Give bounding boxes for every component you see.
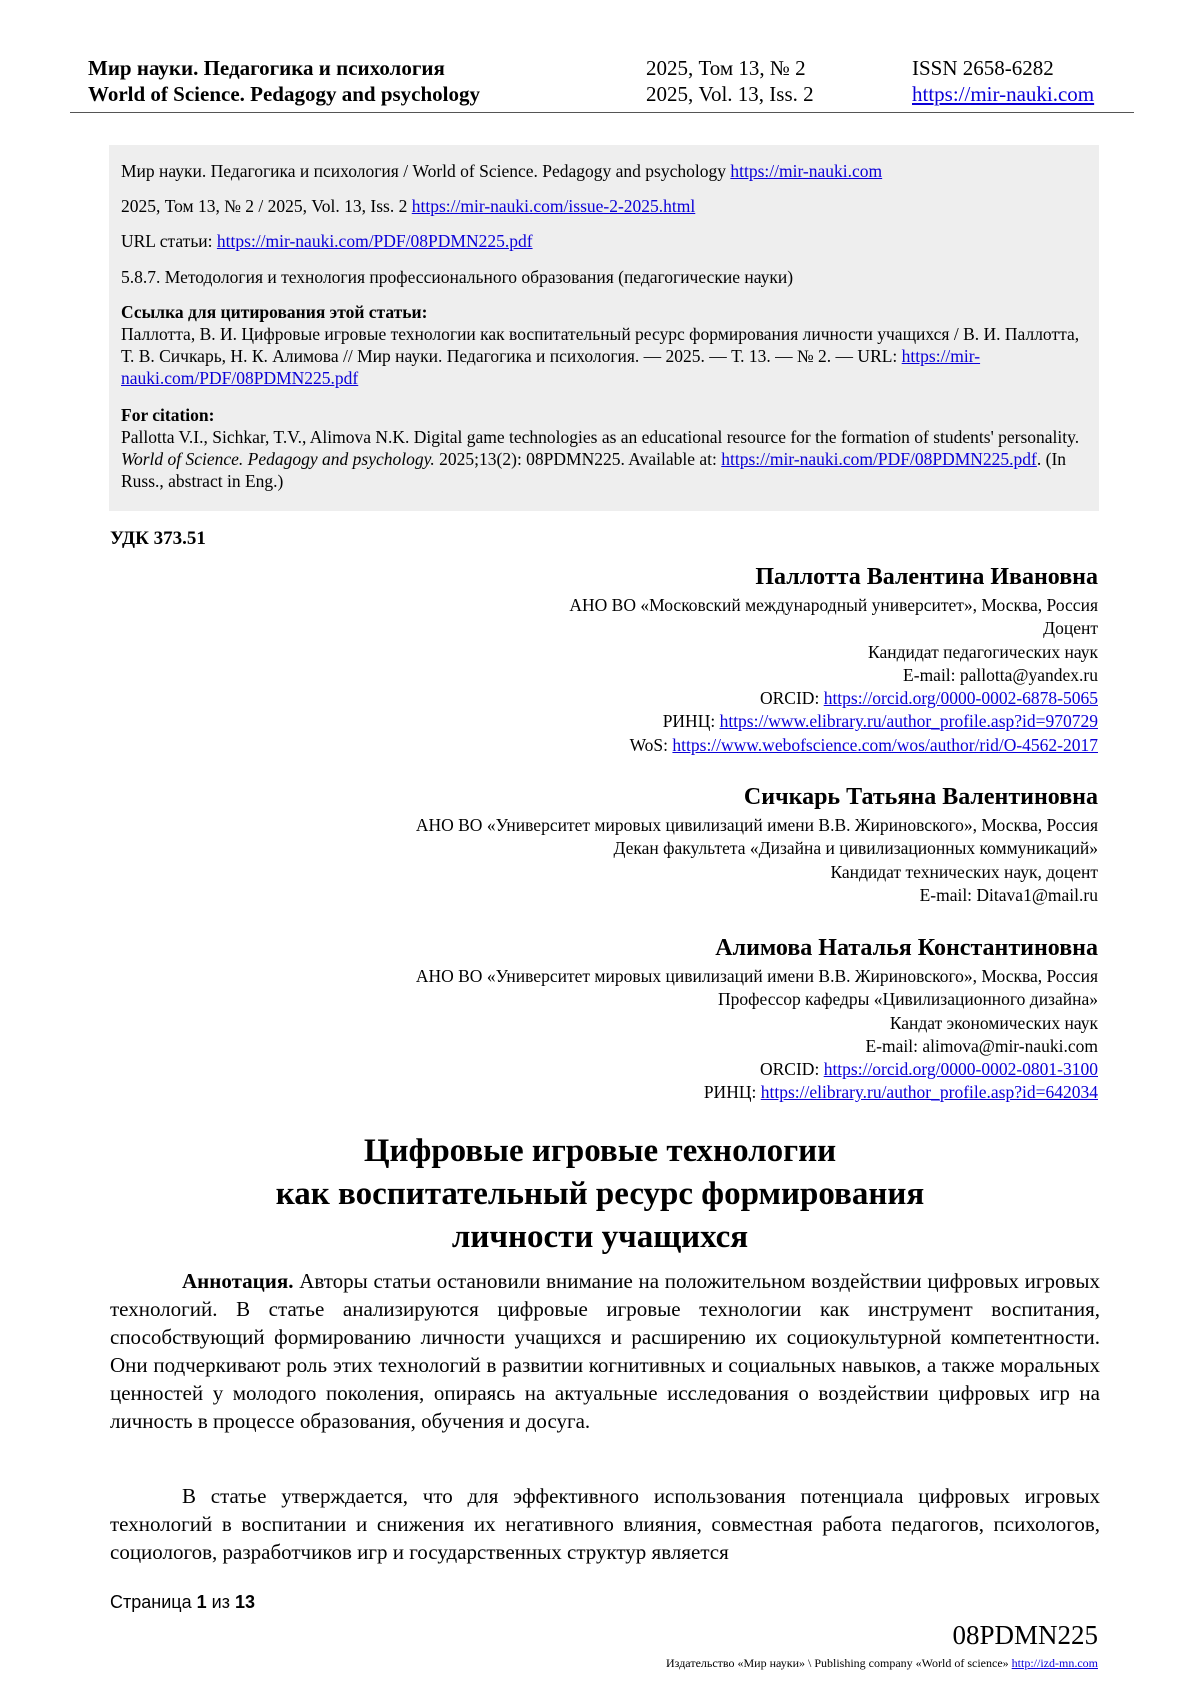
author-degree: Кандидат технических наук, доцент [830, 861, 1098, 882]
issue-ru: 2025, Том 13, № 2 [646, 56, 806, 80]
orcid-link[interactable]: https://orcid.org/0000-0002-0801-3100 [823, 1059, 1098, 1080]
author-block [416, 782, 1098, 907]
author-degree: Кандат экономических наук [889, 1012, 1098, 1033]
citation-ru-link[interactable]: https://mir-nauki.com/PDF/08PDMN225.pdf [121, 346, 981, 388]
specialty: 5.8.7. Методология и технология профессионального образования (педагогические науки) [121, 267, 794, 287]
journal-title-ru: Мир науки. Педагогика и психология [88, 56, 445, 80]
issue-link[interactable]: https://mir-nauki.com/issue-2-2025.html [411, 196, 696, 216]
wos-link[interactable]: https://www.webofscience.com/wos/author/rid/O-4562-2017 [672, 734, 1098, 755]
orcid-link[interactable]: https://orcid.org/0000-0002-6878-5065 [823, 688, 1098, 709]
citation-en-link[interactable]: https://mir-nauki.com/PDF/08PDMN225.pdf [721, 449, 1037, 469]
abstract-paragraph: В статье утверждается, что для эффективного использования потенциала цифровых игровых технологий в воспитании и снижения их негативного влияния, совместная работа педагогов, психологов, социологов, разработчиков игр и государственных структур является [110, 1484, 1100, 1564]
author-orcid: ORCID: https://orcid.org/0000-0002-0801-3100 [760, 1059, 1098, 1080]
article-code: 08PDMN225 [952, 1620, 1098, 1650]
author-position: Доцент [1043, 618, 1098, 639]
rinc-link[interactable]: https://elibrary.ru/author_profile.asp?id=642034 [760, 1082, 1098, 1103]
site-link[interactable]: https://mir-nauki.com [912, 82, 1095, 106]
issue-info [646, 55, 814, 107]
abstract-label: Аннотация. [182, 1269, 294, 1293]
citation-en: For citation: Pallotta V.I., Sichkar, T.V., Alimova N.K. Digital game technologies as an educational resource for the formation of students' personality. World of Science. Pedagogy and psychology. 2025;13(2): 08PDMN225. Available at: https://mir-nauki.com/PDF/08PDMN225.pdf. (In Russ., abstract in Eng.) [121, 405, 1080, 491]
author-position: Декан факультета «Дизайна и цивилизационных коммуникаций» [613, 838, 1098, 859]
author-orcid: ORCID: https://orcid.org/0000-0002-6878-5065 [760, 688, 1098, 709]
infobox-url-line: URL статьи: https://mir-nauki.com/PDF/08PDMN225.pdf [121, 231, 533, 251]
issue-en: 2025, Vol. 13, Iss. 2 [646, 82, 814, 106]
journal-title-en: World of Science. Pedagogy and psychology [88, 82, 481, 106]
citation-ru: Ссылка для цитирования этой статьи: Паллотта, В. И. Цифровые игровые технологии как воспитательный ресурс формирования личности учащихся / В. И. Паллотта, Т. В. Сичкарь, Н. К. Алимова // Мир науки. Педагогика и психология. — 2025. — Т. 13. — № 2. — URL: https://mir-nauki.com/PDF/08PDMN225.pdf [121, 302, 1080, 388]
infobox-issue-line: 2025, Том 13, № 2 / 2025, Vol. 13, Iss. 2 https://mir-nauki.com/issue-2-2025.html [121, 196, 696, 216]
author-name: Алимова Наталья Константиновна [715, 935, 1098, 961]
publisher-line: Издательство «Мир науки» \ Publishing company «World of science» http://izd-mn.com [666, 1656, 1098, 1670]
journal-link[interactable]: https://mir-nauki.com [730, 161, 883, 181]
author-name: Паллотта Валентина Ивановна [755, 564, 1098, 590]
author-name: Сичкарь Татьяна Валентиновна [743, 784, 1098, 810]
issn-block [912, 55, 1094, 107]
header-divider [70, 112, 1134, 113]
rinc-link[interactable]: https://www.elibrary.ru/author_profile.asp?id=970729 [719, 711, 1098, 732]
author-block [569, 562, 1098, 757]
author-degree: Кандидат педагогических наук [868, 641, 1098, 662]
author-affiliation: АНО ВО «Университет мировых цивилизаций имени В.В. Жириновского», Москва, Россия [415, 815, 1098, 835]
author-position: Профессор кафедры «Цивилизационного дизайна» [718, 989, 1098, 1010]
udk-code: УДК 373.51 [110, 528, 206, 549]
author-wos: WoS: https://www.webofscience.com/wos/author/rid/O-4562-2017 [629, 734, 1098, 755]
publisher-link[interactable]: http://izd-mn.com [1011, 1656, 1098, 1670]
issn: ISSN 2658-6282 [912, 56, 1054, 80]
author-email: E-mail: alimova@mir-nauki.com [865, 1035, 1098, 1056]
author-email: E-mail: pallotta@yandex.ru [903, 664, 1098, 685]
author-rinc: РИНЦ: https://www.elibrary.ru/author_profile.asp?id=970729 [662, 711, 1098, 732]
journal-title [88, 55, 480, 107]
infobox-journal-line: Мир науки. Педагогика и психология / World of Science. Pedagogy and psychology https://mir-nauki.com [121, 161, 883, 181]
author-block [416, 933, 1098, 1105]
citation-en-heading: For citation: [121, 405, 215, 425]
citation-ru-heading: Ссылка для цитирования этой статьи: [121, 302, 428, 322]
abstract-paragraph: Аннотация. Авторы статьи остановили внимание на положительном воздействии цифровых игровых технологий. В статье анализируются цифровые игровые технологии как инструмент воспитания, способствующий формированию личности учащихся и расширению их социокультурной компетентности. Они подчеркивают роль этих технологий в развитии когнитивных и социальных навыков, а также моральных ценностей у молодого поколения, опираясь на актуальные исследования о воздействии цифровых игр на личность в процессе образования, обучения и досуга. [110, 1269, 1101, 1433]
author-email: E-mail: Ditava1@mail.ru [919, 884, 1098, 905]
article-url-link[interactable]: https://mir-nauki.com/PDF/08PDMN225.pdf [216, 231, 533, 251]
author-rinc: РИНЦ: https://elibrary.ru/author_profile.asp?id=642034 [703, 1082, 1098, 1103]
author-affiliation: АНО ВО «Московский международный университет», Москва, Россия [569, 595, 1098, 615]
author-affiliation: АНО ВО «Университет мировых цивилизаций имени В.В. Жириновского», Москва, Россия [415, 966, 1098, 986]
article-title: Цифровые игровые технологии как воспитательный ресурс формирования личности учащихся [275, 1133, 925, 1255]
page-number: Страница 1 из 13 [110, 1592, 255, 1612]
